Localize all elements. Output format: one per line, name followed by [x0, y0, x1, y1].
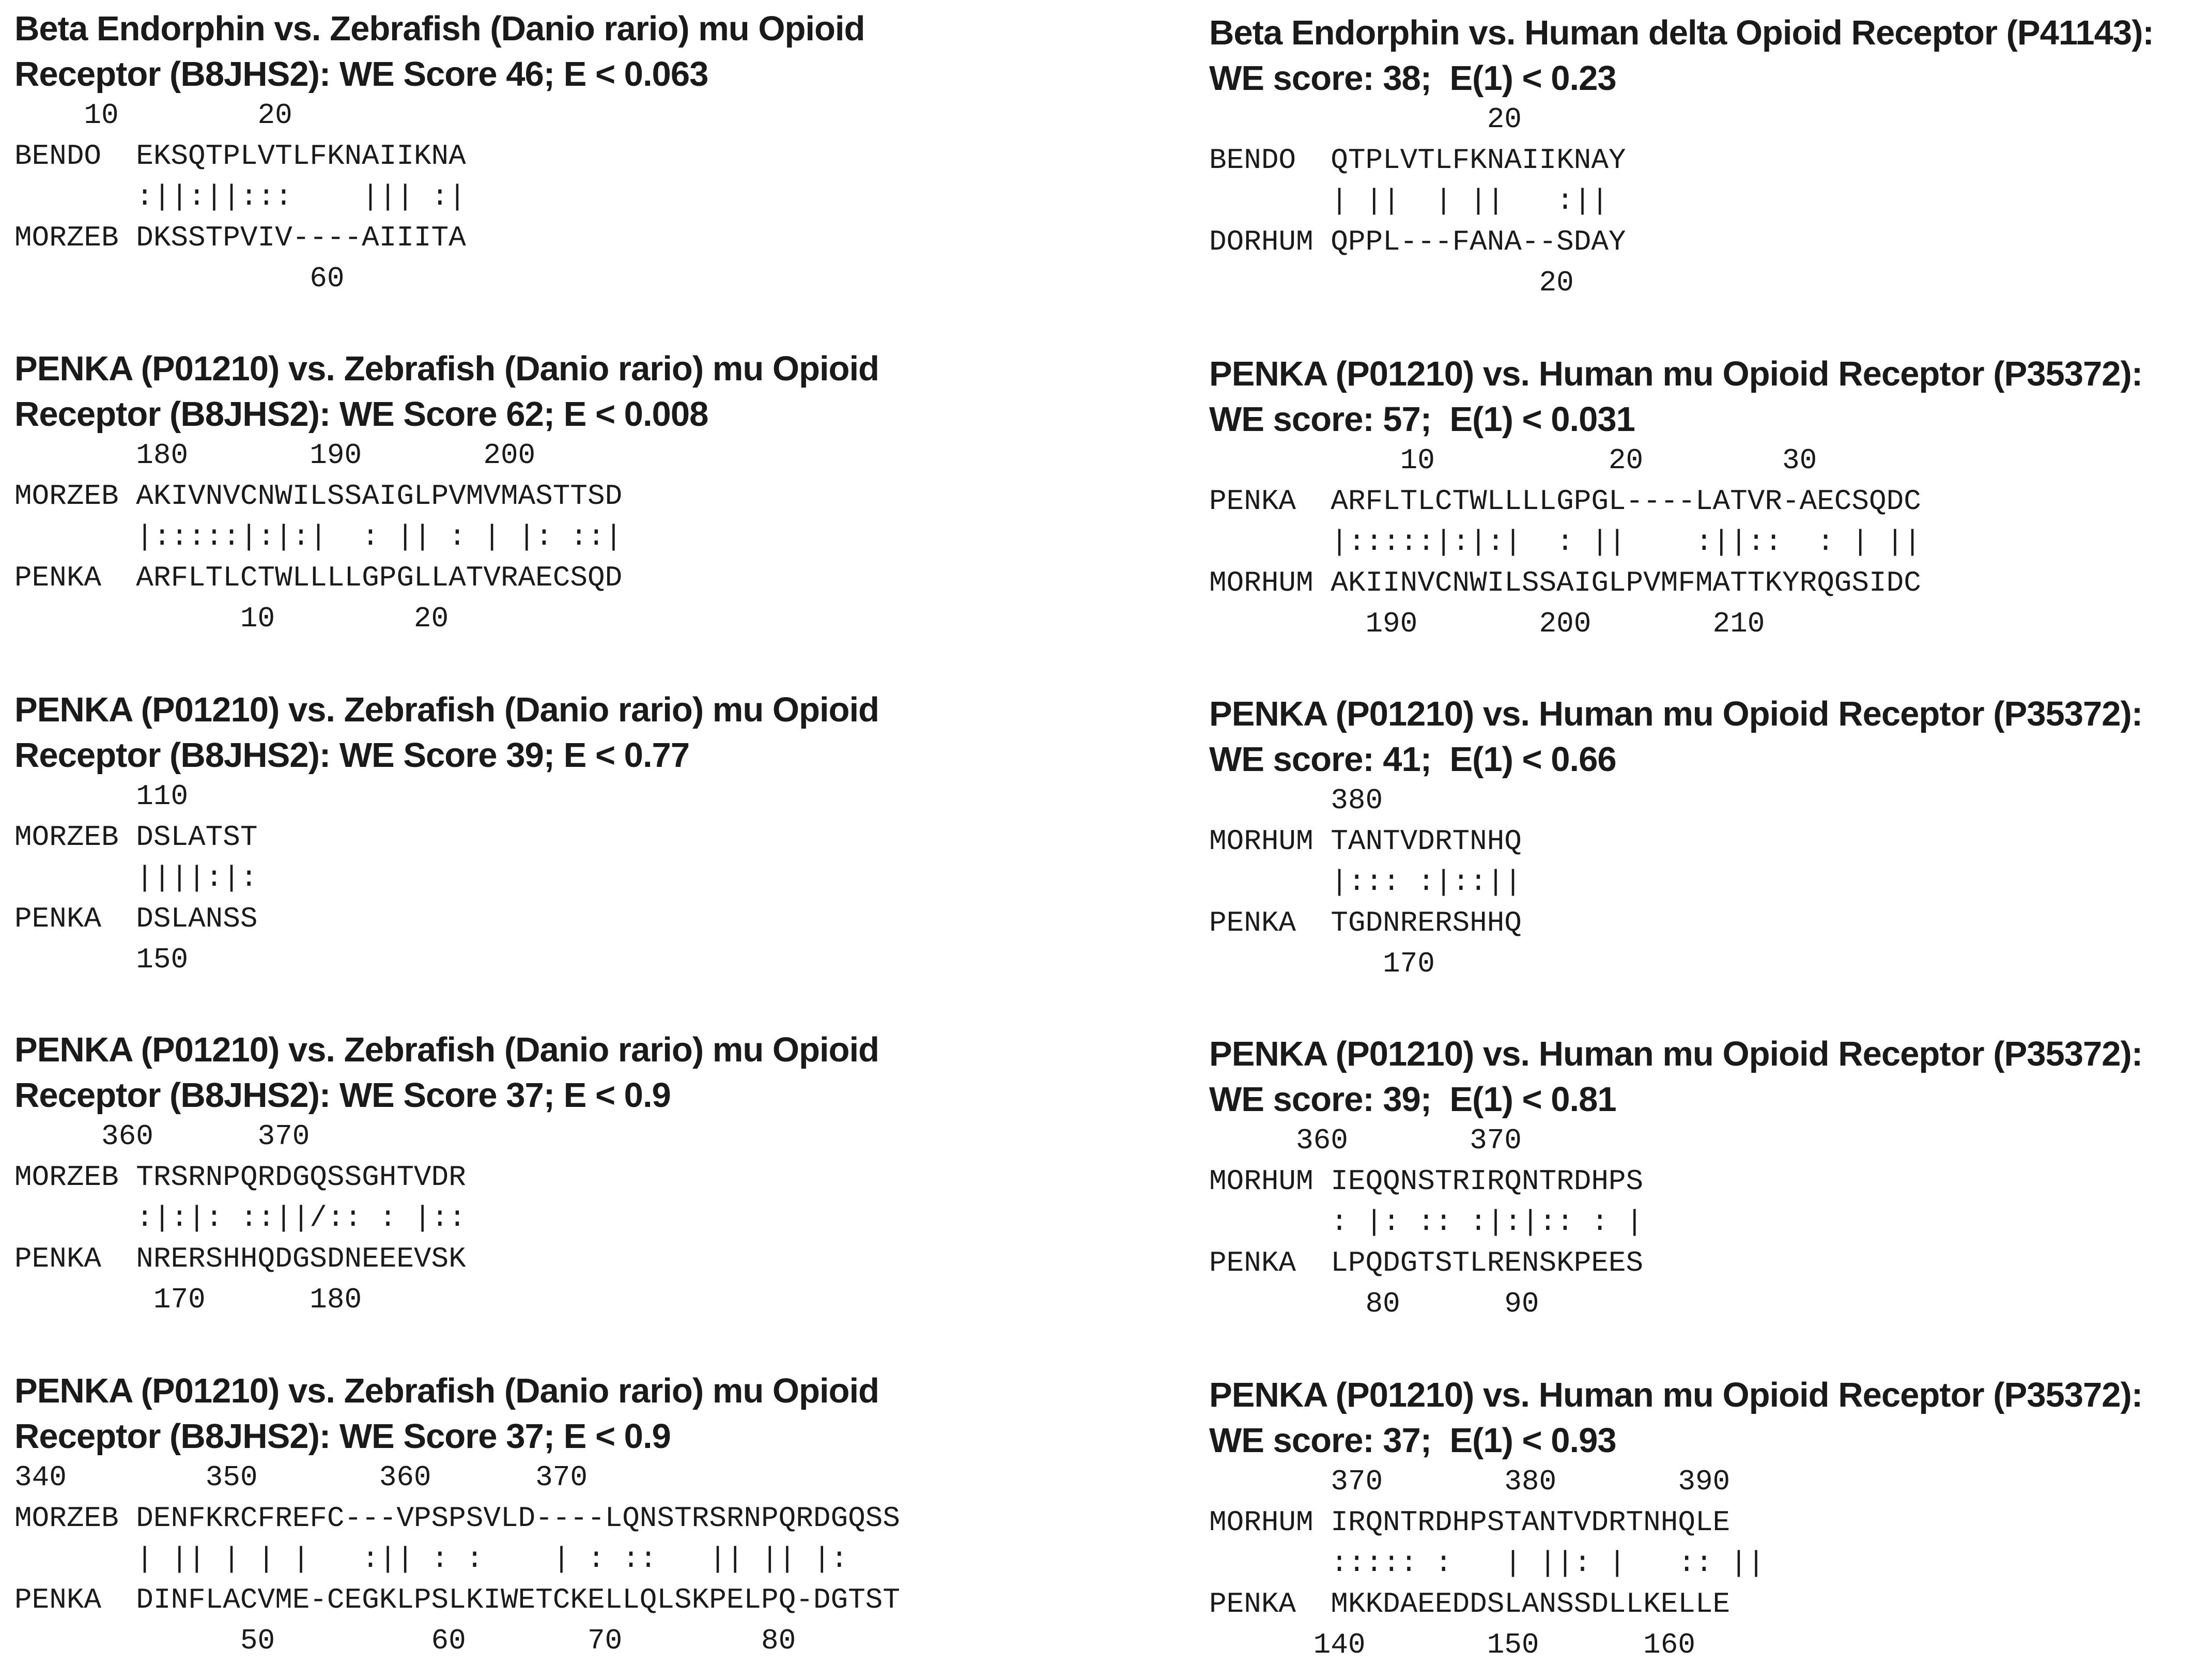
match-line: | || | | | :|| : : | : :: || || |:	[14, 1543, 848, 1576]
alignment-panel-7	[1209, 351, 2194, 644]
match-line: ::::: : | ||: | :: ||	[1209, 1547, 1765, 1580]
position-ruler-top: 10 20 30	[1209, 444, 1817, 477]
query-sequence-line: MORHUM TANTVDRTNHQ	[1209, 825, 1522, 858]
subject-sequence-line: PENKA TGDNRERSHHQ	[1209, 906, 1522, 939]
panel-title: PENKA (P01210) vs. Human mu Opioid Receptor (P35372): WE score: 37; E(1) < 0.93	[1209, 1376, 2143, 1460]
alignment-panel-9	[1209, 1031, 2194, 1324]
query-sequence-line: BENDO EKSQTPLVTLFKNAIIKNA	[14, 140, 466, 173]
position-ruler-top: 110	[14, 780, 189, 813]
subject-sequence-line: PENKA DSLANSS	[14, 902, 258, 935]
query-sequence-line: MORZEB DSLATST	[14, 821, 258, 854]
position-ruler-bottom: 150	[14, 943, 189, 976]
match-line: |:::::|:|:| : || :||:: : | ||	[1209, 526, 1921, 559]
alignment-panel-5	[14, 1368, 1125, 1661]
query-sequence-line: BENDO QTPLVTLFKNAIIKNAY	[1209, 144, 1626, 177]
panel-title: PENKA (P01210) vs. Zebrafish (Danio rario) mu Opioid Receptor (B8JHS2): WE Score 62; E < 0.008	[14, 349, 879, 434]
subject-sequence-line: PENKA LPQDGTSTLRENSKPEES	[1209, 1246, 1644, 1280]
alignment-panel-3	[14, 687, 1125, 980]
position-ruler-top: 380	[1209, 784, 1383, 817]
subject-sequence-line: PENKA MKKDAEEDDSLANSSDLLKELLE	[1209, 1587, 1731, 1621]
alignment-panel-6	[1209, 10, 2194, 303]
query-sequence-line: PENKA ARFLTLCTWLLLLGPGL----LATVR-AECSQDC	[1209, 485, 1921, 518]
panel-title: PENKA (P01210) vs. Human mu Opioid Receptor (P35372): WE score: 41; E(1) < 0.66	[1209, 695, 2143, 779]
match-line: ||||:|:	[14, 861, 258, 895]
panel-title: PENKA (P01210) vs. Human mu Opioid Receptor (P35372): WE score: 39; E(1) < 0.81	[1209, 1035, 2143, 1119]
subject-sequence-line: MORHUM AKIINVCNWILSSAIGLPVMFMATTKYRQGSIDC	[1209, 566, 1921, 599]
position-ruler-top: 10 20	[14, 99, 292, 132]
match-line: :||:||::: ||| :|	[14, 180, 466, 213]
match-line: : |: :: :|:|:: : |	[1209, 1206, 1644, 1239]
position-ruler-bottom: 20	[1209, 266, 1574, 299]
query-sequence-line: MORZEB AKIVNVCNWILSSAIGLPVMVMASTTSD	[14, 480, 623, 513]
match-line: |::: :|::||	[1209, 866, 1522, 899]
position-ruler-top: 360 370	[14, 1120, 310, 1153]
panel-title: Beta Endorphin vs. Human delta Opioid Receptor (P41143): WE score: 38; E(1) < 0.23	[1209, 13, 2154, 98]
panel-title: Beta Endorphin vs. Zebrafish (Danio rario) mu Opioid Receptor (B8JHS2): WE Score 46; E < 0.063	[14, 9, 865, 94]
position-ruler-bottom: 170	[1209, 947, 1435, 980]
panel-title: PENKA (P01210) vs. Human mu Opioid Receptor (P35372): WE score: 57; E(1) < 0.031	[1209, 355, 2143, 439]
position-ruler-bottom: 170 180	[14, 1283, 362, 1316]
query-sequence-line: MORHUM IEQQNSTRIRQNTRDHPS	[1209, 1165, 1644, 1198]
position-ruler-bottom: 80 90	[1209, 1287, 1539, 1320]
position-ruler-top: 180 190 200	[14, 439, 536, 472]
position-ruler-bottom: 10 20	[14, 602, 449, 635]
match-line: :|:|: ::||/:: : |::	[14, 1201, 466, 1235]
alignment-panel-2	[14, 346, 1125, 639]
position-ruler-bottom: 190 200 210	[1209, 607, 1765, 640]
subject-sequence-line: PENKA NRERSHHQDGSDNEEEVSK	[14, 1242, 466, 1275]
subject-sequence-line: MORZEB DKSSTPVIV----AIIITA	[14, 221, 466, 254]
position-ruler-top: 340 350 360 370	[14, 1461, 588, 1494]
alignment-panel-1	[14, 6, 1125, 299]
subject-sequence-line: PENKA DINFLACVME-CEGKLPSLKIWETCKELLQLSKPELPQ-DGTST	[14, 1583, 900, 1616]
query-sequence-line: MORZEB DENFKRCFREFC---VPSPSVLD----LQNSTRSRNPQRDGQSS	[14, 1502, 900, 1535]
alignment-panel-10	[1209, 1373, 2194, 1666]
alignment-panel-8	[1209, 691, 2194, 984]
subject-sequence-line: DORHUM QPPL---FANA--SDAY	[1209, 225, 1626, 258]
subject-sequence-line: PENKA ARFLTLCTWLLLLGPGLLATVRAECSQD	[14, 561, 623, 594]
alignment-panel-4	[14, 1027, 1125, 1320]
position-ruler-bottom: 50 60 70 80	[14, 1624, 796, 1657]
panel-title: PENKA (P01210) vs. Zebrafish (Danio rario) mu Opioid Receptor (B8JHS2): WE Score 37; E < 0.9	[14, 1030, 879, 1115]
position-ruler-top: 360 370	[1209, 1124, 1522, 1157]
match-line: | || | || :||	[1209, 184, 1609, 218]
query-sequence-line: MORHUM IRQNTRDHPSTANTVDRTNHQLE	[1209, 1506, 1731, 1539]
position-ruler-top: 370 380 390	[1209, 1465, 1731, 1498]
position-ruler-top: 20	[1209, 103, 1522, 136]
position-ruler-bottom: 60	[14, 262, 345, 295]
position-ruler-bottom: 140 150 160	[1209, 1628, 1695, 1661]
panel-title: PENKA (P01210) vs. Zebrafish (Danio rario) mu Opioid Receptor (B8JHS2): WE Score 39; E < 0.77	[14, 690, 879, 775]
match-line: |:::::|:|:| : || : | |: ::|	[14, 520, 623, 553]
panel-title: PENKA (P01210) vs. Zebrafish (Danio rario) mu Opioid Receptor (B8JHS2): WE Score 37; E < 0.9	[14, 1371, 879, 1456]
query-sequence-line: MORZEB TRSRNPQRDGQSSGHTVDR	[14, 1161, 466, 1194]
